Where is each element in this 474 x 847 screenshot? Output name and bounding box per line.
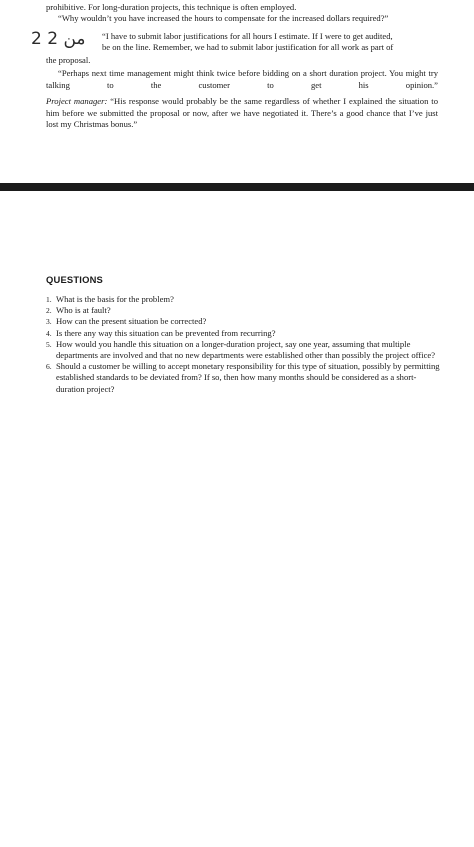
question-item xyxy=(46,305,441,316)
project-manager-paragraph xyxy=(46,96,438,131)
text-line: prohibitive. For long-duration projects, this technique is often employed. xyxy=(46,2,297,12)
page-divider xyxy=(0,183,474,191)
page-indicator: 2 من 2 xyxy=(31,29,86,49)
question-item xyxy=(46,328,441,339)
speaker-label: Project manager: xyxy=(46,96,108,106)
previous-page-section xyxy=(0,0,474,183)
question-text: Is there any way this situation can be prevented from recurring? xyxy=(56,327,276,338)
question-text: Who is at fault? xyxy=(56,305,111,316)
questions-list xyxy=(46,294,441,395)
question-number: 6. xyxy=(46,362,52,372)
text-line: “Why wouldn’t you have increased the hours to compensate for the increased dollars required?” xyxy=(58,13,389,23)
question-item xyxy=(46,316,441,327)
question-number: 1. xyxy=(46,295,52,304)
question-number: 5. xyxy=(46,339,52,349)
quote-line: be on the line. Remember, we had to submit labor justification for all work as part of xyxy=(102,42,394,52)
question-item xyxy=(46,339,441,361)
questions-heading: QUESTIONS xyxy=(46,274,104,285)
quote-line: the proposal. xyxy=(46,55,91,65)
question-text: What is the basis for the problem? xyxy=(56,294,174,304)
speaker-text: “His response would probably be the same regardless of whether I explained the situation to him before we submitted the proposal or now, after we have negotiated it. There’s a good chance that I’ve just lost my Christmas bonus.” xyxy=(46,96,438,129)
quote-line: “I have to submit labor justifications for all hours I estimate. If I were to get audited, xyxy=(102,31,393,41)
question-item xyxy=(46,361,441,395)
question-number: 3. xyxy=(46,317,52,327)
question-number: 2. xyxy=(46,306,52,316)
question-item xyxy=(46,294,441,305)
quote-paragraph: “Perhaps next time management might think twice before bidding on a short duration project. You might try talking to the customer to get his opinion.” xyxy=(46,68,438,90)
question-text: How would you handle this situation on a longer-duration project, say one year, assuming that multiple departments are involved and that no new departments were established other than possibly the project office? xyxy=(56,338,436,361)
question-text: How can the present situation be corrected? xyxy=(56,316,207,327)
question-text: Should a customer be willing to accept monetary responsibility for this type of situation, possibly by permitting established standards to be deviated from? If so, then how many months should be considered as a short-duration project? xyxy=(56,361,440,394)
question-number: 4. xyxy=(46,328,52,338)
